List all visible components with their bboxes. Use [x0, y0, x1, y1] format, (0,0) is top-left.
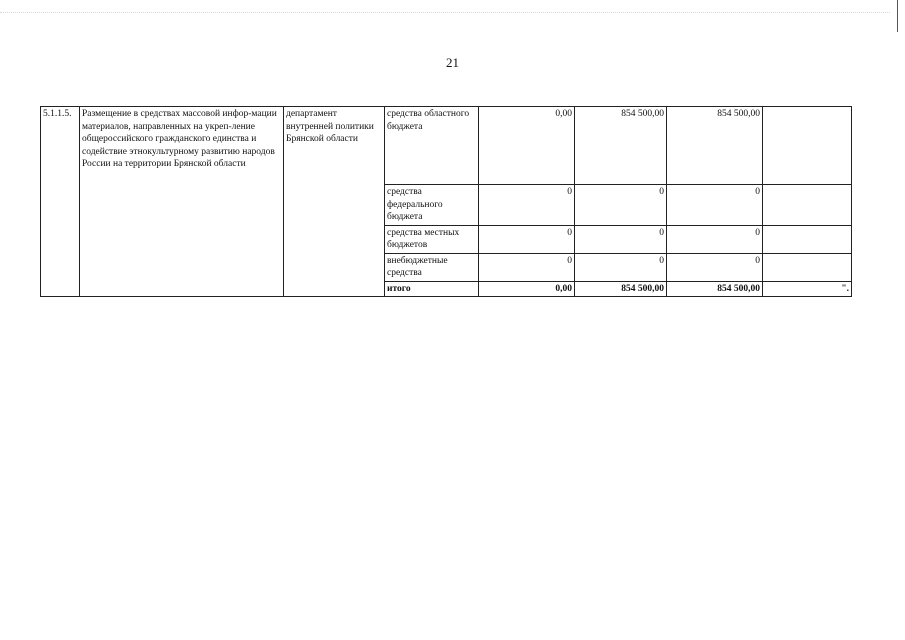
funding-source: средства местных бюджетов — [385, 225, 479, 253]
activity-description: Размещение в средствах массовой инфор-мации материалов, направленных на укреп-ление общероссийского гражданского единства и содействие этнокультурному развитию народов России на территории Брянской области — [80, 107, 284, 297]
amount-cell: 0 — [575, 225, 667, 253]
executor: департамент внутренней политики Брянской области — [284, 107, 385, 297]
total-amount-cell: 0,00 — [479, 281, 575, 297]
table-row — [41, 107, 852, 185]
trailing-cell — [763, 253, 852, 281]
trailing-cell — [763, 225, 852, 253]
page-number: 21 — [446, 55, 459, 70]
funding-source: внебюджетные средства — [385, 253, 479, 281]
amount-cell: 0 — [479, 185, 575, 226]
closing-quote: ". — [763, 281, 852, 297]
item-code: 5.1.1.5. — [41, 107, 80, 297]
scan-artifact-line — [0, 12, 890, 13]
amount-cell: 0 — [479, 225, 575, 253]
amount-cell: 0,00 — [479, 107, 575, 185]
total-amount-cell: 854 500,00 — [575, 281, 667, 297]
amount-cell: 0 — [667, 225, 763, 253]
amount-cell: 0 — [575, 185, 667, 226]
amount-cell: 0 — [667, 253, 763, 281]
funding-source: средства федерального бюджета — [385, 185, 479, 226]
amount-cell: 0 — [667, 185, 763, 226]
total-amount-cell: 854 500,00 — [667, 281, 763, 297]
trailing-cell — [763, 107, 852, 185]
amount-cell: 0 — [479, 253, 575, 281]
amount-cell: 854 500,00 — [575, 107, 667, 185]
funding-source-total: итого — [385, 281, 479, 297]
budget-table — [40, 106, 852, 297]
amount-cell: 854 500,00 — [667, 107, 763, 185]
trailing-cell — [763, 185, 852, 226]
page-edge-mark — [897, 0, 898, 32]
funding-source: средства областного бюджета — [385, 107, 479, 185]
amount-cell: 0 — [575, 253, 667, 281]
